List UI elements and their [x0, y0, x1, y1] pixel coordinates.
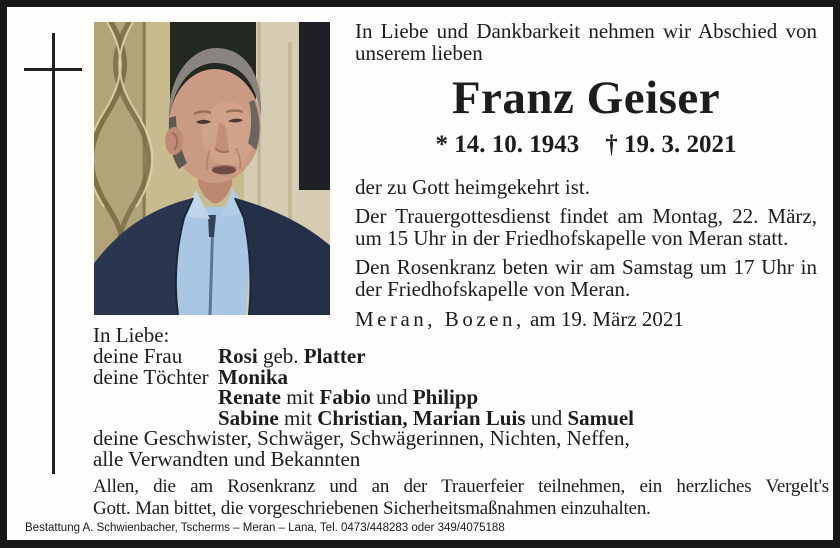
- intro-line-2: unserem lieben: [355, 41, 483, 65]
- family-section: [93, 325, 829, 519]
- daughter3-mit: mit: [278, 405, 318, 430]
- relatives-line-1: deine Geschwister, Schwäger, Schwägerinnen, Nichten, Neffen,: [93, 426, 630, 450]
- service-line-2: um 15 Uhr in der Friedhofskapelle von Meran statt.: [355, 226, 789, 250]
- daughters-label: deine Töchter: [93, 364, 209, 389]
- daughter2-child2: Philipp: [412, 385, 479, 409]
- relatives-line-2: alle Verwandten und Bekannten: [93, 446, 361, 471]
- service-line-1: Der Trauergottesdienst findet am Montag, 22. März,: [355, 204, 817, 228]
- daughter3-name: Sabine: [218, 405, 279, 430]
- deceased-name: Franz Geiser: [451, 72, 721, 124]
- rosary-line-2: der Friedhofskapelle von Meran.: [355, 277, 631, 301]
- funeral-home-footer: Bestattung A. Schwienbacher, Tscherms – Meran – Lana, Tel. 0473/448283 oder 349/4075188: [25, 522, 505, 534]
- family-row-daughter-2: [93, 387, 829, 408]
- closing-paragraph: [93, 476, 829, 519]
- date-text: am 19. März 2021: [524, 307, 684, 331]
- daughter2-name: Renate: [218, 385, 281, 409]
- place-names: Meran, Bozen,: [355, 307, 525, 331]
- daughter2-child1: Fabio: [319, 385, 371, 409]
- daughter2-mit: mit: [280, 385, 320, 409]
- rosary-line-1: Den Rosenkranz beten wir am Samstag um 17 Uhr in: [355, 255, 817, 279]
- wife-label: deine Frau: [93, 344, 183, 368]
- daughter1-name: Monika: [218, 364, 289, 389]
- daughter2-names: [218, 387, 478, 408]
- wife-name: Rosi: [218, 344, 258, 368]
- family-row-wife: [93, 346, 829, 367]
- intro-line-1: In Liebe und Dankbarkeit nehmen wir Abschied von: [355, 19, 817, 43]
- daughter3-last-child: Samuel: [567, 405, 635, 430]
- family-heading: In Liebe:: [93, 323, 170, 347]
- wife-names: [218, 346, 366, 367]
- rosary-paragraph: [355, 256, 817, 300]
- portrait-photo: [94, 22, 330, 315]
- empty-label: [93, 387, 218, 408]
- closing-line-2: Gott. Man bittet, die vorgeschriebenen Sicherheitsmaßnahmen einzuhalten.: [93, 497, 651, 519]
- birth-date: * 14. 10. 1943: [435, 131, 580, 158]
- daughter3-names: [218, 405, 635, 430]
- service-paragraph: [355, 205, 817, 249]
- closing-line-1: Allen, die am Rosenkranz und an der Trauerfeier teilnehmen, ein herzliches Vergelt's: [93, 476, 829, 497]
- daughter3-und: und: [525, 405, 568, 430]
- family-row-daughter-1: [93, 364, 829, 389]
- cross-horizontal-bar: [24, 68, 82, 71]
- daughter3-children: Christian, Marian Luis: [317, 405, 526, 430]
- daughter2-und: und: [370, 385, 413, 409]
- wife-geb: geb.: [257, 344, 304, 368]
- death-date: † 19. 3. 2021: [605, 131, 737, 158]
- homecoming-text: der zu Gott heimgekehrt ist.: [355, 175, 591, 199]
- cross-vertical-bar: [52, 33, 55, 474]
- wife-maiden-name: Platter: [303, 344, 366, 368]
- family-row-daughter-3: [93, 405, 829, 430]
- empty-label: [93, 408, 218, 429]
- life-dates: [355, 132, 817, 158]
- notice-text-column: [355, 20, 817, 330]
